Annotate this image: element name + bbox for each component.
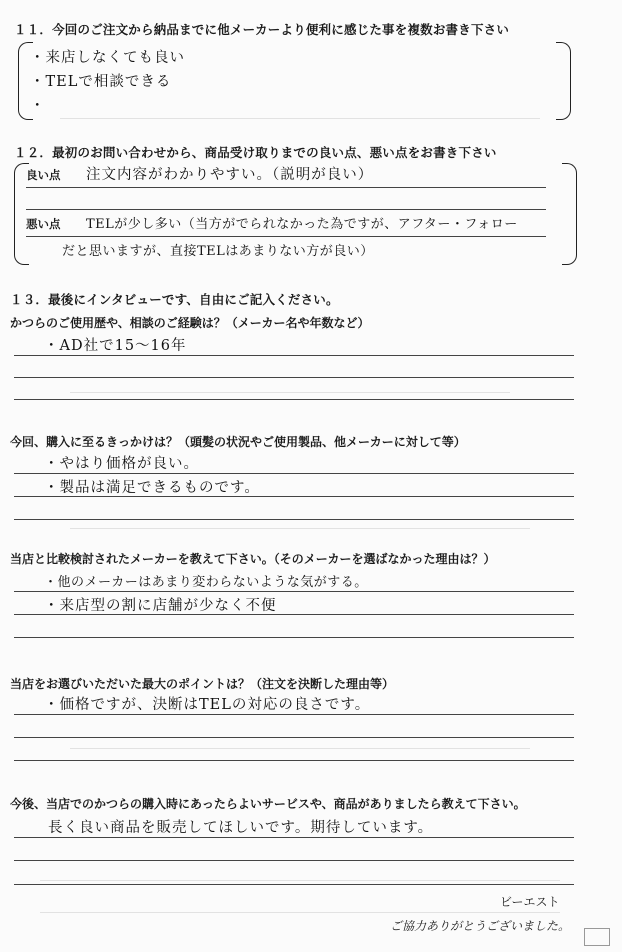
q12-good-label: 良い点 [26, 168, 61, 182]
q13-sub3-answer-2: ・来店型の割に店舗が少なく不便 [44, 598, 277, 614]
q12-question: １２．最初のお問い合わせから、商品受け取りまでの良い点、悪い点をお書き下さい [14, 145, 497, 160]
writing-line [14, 519, 574, 520]
q13-sub2-answer-1: ・やはり価格が良い。 [44, 456, 199, 472]
ghost-line [70, 748, 530, 749]
q12-bad-label: 悪い点 [26, 217, 61, 231]
writing-line [14, 496, 574, 497]
ghost-line [60, 118, 540, 119]
writing-line [26, 187, 546, 188]
corner-mark [584, 928, 610, 946]
writing-line [14, 614, 574, 615]
q13-sub4-answer-1: ・価格ですが、決断はTELの対応の良さです。 [44, 697, 371, 713]
q12-bad-answer-line1: TELが少し多い（当方がでられなかった為ですが、アフター・フォロー [86, 217, 518, 232]
writing-line [14, 860, 574, 861]
q13-sub1-answer-1: ・AD社で15〜16年 [44, 338, 187, 354]
q11-question: １１．今回のご注文から納品までに他メーカーより便利に感じた事を複数お書き下さい [14, 22, 510, 37]
writing-line [14, 714, 574, 715]
q13-question: １３．最後にインタビューです、自由にご記入ください。 [10, 292, 339, 307]
writing-line [14, 837, 574, 838]
writing-line [14, 591, 574, 592]
q13-sub3-question: 当店と比較検討されたメーカーを教えて下さい。（そのメーカーを選ばなかった理由は？） [10, 552, 496, 566]
writing-line [26, 236, 546, 237]
q11-answer-2: ・TELで相談できる [30, 74, 172, 90]
q13-sub5-answer-1: 長く良い商品を販売してほしいです。期待しています。 [48, 820, 434, 836]
ghost-line [70, 392, 510, 393]
writing-line [14, 355, 574, 356]
company-name: ビーエスト [500, 895, 560, 909]
q13-sub5-question: 今後、当店でのかつらの購入時にあったらよいサービスや、商品がありましたら教えて下さい。 [10, 797, 526, 811]
ghost-line [70, 528, 530, 529]
q12-right-bracket [562, 163, 577, 265]
q11-right-bracket [556, 42, 571, 120]
writing-line [14, 637, 574, 638]
q11-answer-1: ・来店しなくても良い [30, 50, 185, 66]
writing-line [26, 209, 546, 210]
ghost-line [40, 912, 560, 913]
writing-line [14, 760, 574, 761]
writing-line [14, 884, 574, 885]
q13-sub2-answer-2: ・製品は満足できるものです。 [44, 480, 260, 496]
q13-sub2-question: 今回、購入に至るきっかけは？（頭髪の状況やご使用製品、他メーカーに対して等） [10, 435, 466, 449]
q12-bad-answer-line2: だと思いますが、直接TELはあまりない方が良い） [62, 244, 374, 259]
q13-sub1-question: かつらのご使用歴や、相談のご経験は？（メーカー名や年数など） [10, 316, 370, 330]
q13-sub4-question: 当店をお選びいただいた最大のポイントは？（注文を決断した理由等） [10, 677, 395, 691]
q13-sub3-answer-1: ・他のメーカーはあまり変わらないような気がする。 [44, 575, 368, 590]
writing-line [14, 737, 574, 738]
ghost-line [40, 880, 560, 881]
thanks-message: ご協力ありがとうございました。 [390, 919, 571, 933]
q12-good-answer: 注文内容がわかりやすい。（説明が良い） [86, 167, 374, 183]
writing-line [14, 473, 574, 474]
q11-answer-3: ・ [30, 98, 46, 114]
writing-line [14, 399, 574, 400]
writing-line [14, 377, 574, 378]
